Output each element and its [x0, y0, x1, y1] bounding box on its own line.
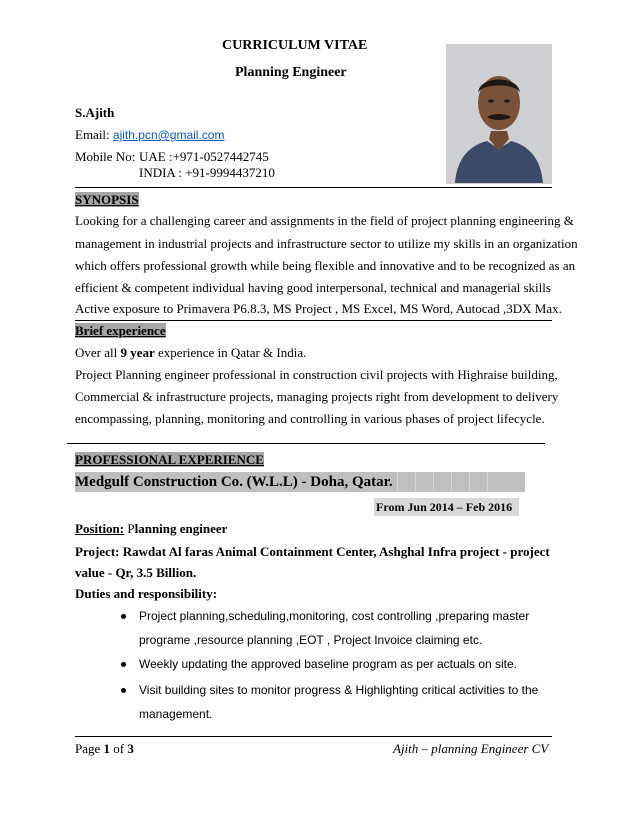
- brief-heading: Brief experience: [75, 323, 166, 338]
- synopsis-line: Active exposure to Primavera P6.8.3, MS Project , MS Excel, MS Word, Autocad ,3DX Max.: [75, 301, 562, 316]
- bullet-icon: [121, 614, 126, 619]
- duties-heading: Duties and responsibility:: [75, 586, 218, 601]
- brief-line: Project Planning engineer professional in construction civil projects with Highraise building,: [75, 367, 558, 382]
- profile-photo: [446, 44, 552, 184]
- divider-line: [75, 187, 552, 188]
- company-name: Medgulf Construction Co. (W.L.L) - Doha, Qatar.: [75, 474, 393, 490]
- bullet-icon: [121, 688, 126, 693]
- duty-item-cont: management.: [139, 707, 213, 721]
- duty-item: Project planning,scheduling,monitoring, cost controlling ,preparing master: [139, 609, 530, 623]
- experience-summary: Over all 9 year experience in Qatar & India.: [75, 345, 307, 360]
- brief-line: encompassing, planning, monitoring and controlling in various phases of project lifecycle.: [75, 411, 545, 426]
- position-row: Position: Planning engineer: [75, 521, 228, 536]
- duty-item-cont: programe ,resource planning ,EOT , Project Invoice claiming etc.: [139, 633, 483, 647]
- cv-subtitle: Planning Engineer: [235, 65, 347, 80]
- duty-item: Weekly updating the approved baseline program as per actuals on site.: [139, 657, 518, 671]
- divider-line: [67, 443, 545, 444]
- company-banner: [75, 472, 525, 492]
- duty-item: Visit building sites to monitor progress & Highlighting critical activities to the: [139, 683, 539, 697]
- email-row: [75, 127, 224, 143]
- email-label: Email:: [75, 127, 110, 142]
- period-box: [374, 498, 519, 516]
- footer-divider: [75, 736, 552, 737]
- mobile-uae: UAE :+971-0527442745: [139, 149, 269, 164]
- synopsis-line: efficient & competent individual having good interpersonal, technical and managerial skills: [75, 280, 551, 295]
- project-line: Project: Rawdat Al faras Animal Containment Center, Ashghal Infra project - project: [75, 544, 550, 559]
- cv-title: CURRICULUM VITAE: [222, 38, 368, 53]
- person-portrait-icon: [447, 45, 551, 183]
- candidate-name: S.Ajith: [75, 105, 115, 120]
- professional-heading: PROFESSIONAL EXPERIENCE: [75, 452, 264, 467]
- brief-line: Commercial & infrastructure projects, managing projects right from development to delivery: [75, 389, 559, 404]
- mobile-label: Mobile No:: [75, 149, 136, 164]
- page-number: Page 1 of 3: [75, 741, 134, 756]
- project-line: value - Qr, 3.5 Billion.: [75, 565, 197, 580]
- synopsis-heading: SYNOPSIS: [75, 192, 139, 207]
- divider-line: [75, 320, 552, 321]
- email-link[interactable]: ajith.pcn@gmail.com: [112, 128, 225, 142]
- mobile-india: INDIA : +91-9994437210: [139, 165, 275, 180]
- synopsis-line: which offers professional growth while being flexible and innovative and to be recognized as an: [75, 258, 576, 273]
- employment-period: From Jun 2014 – Feb 2016: [376, 500, 513, 514]
- footer-title: Ajith – planning Engineer CV: [393, 741, 549, 756]
- synopsis-line: Looking for a challenging career and assignments in the field of project planning engineering &: [75, 213, 574, 228]
- synopsis-line: management in industrial projects and infrastructure sector to utilize my skills in an organization: [75, 236, 578, 251]
- bullet-icon: [121, 662, 126, 667]
